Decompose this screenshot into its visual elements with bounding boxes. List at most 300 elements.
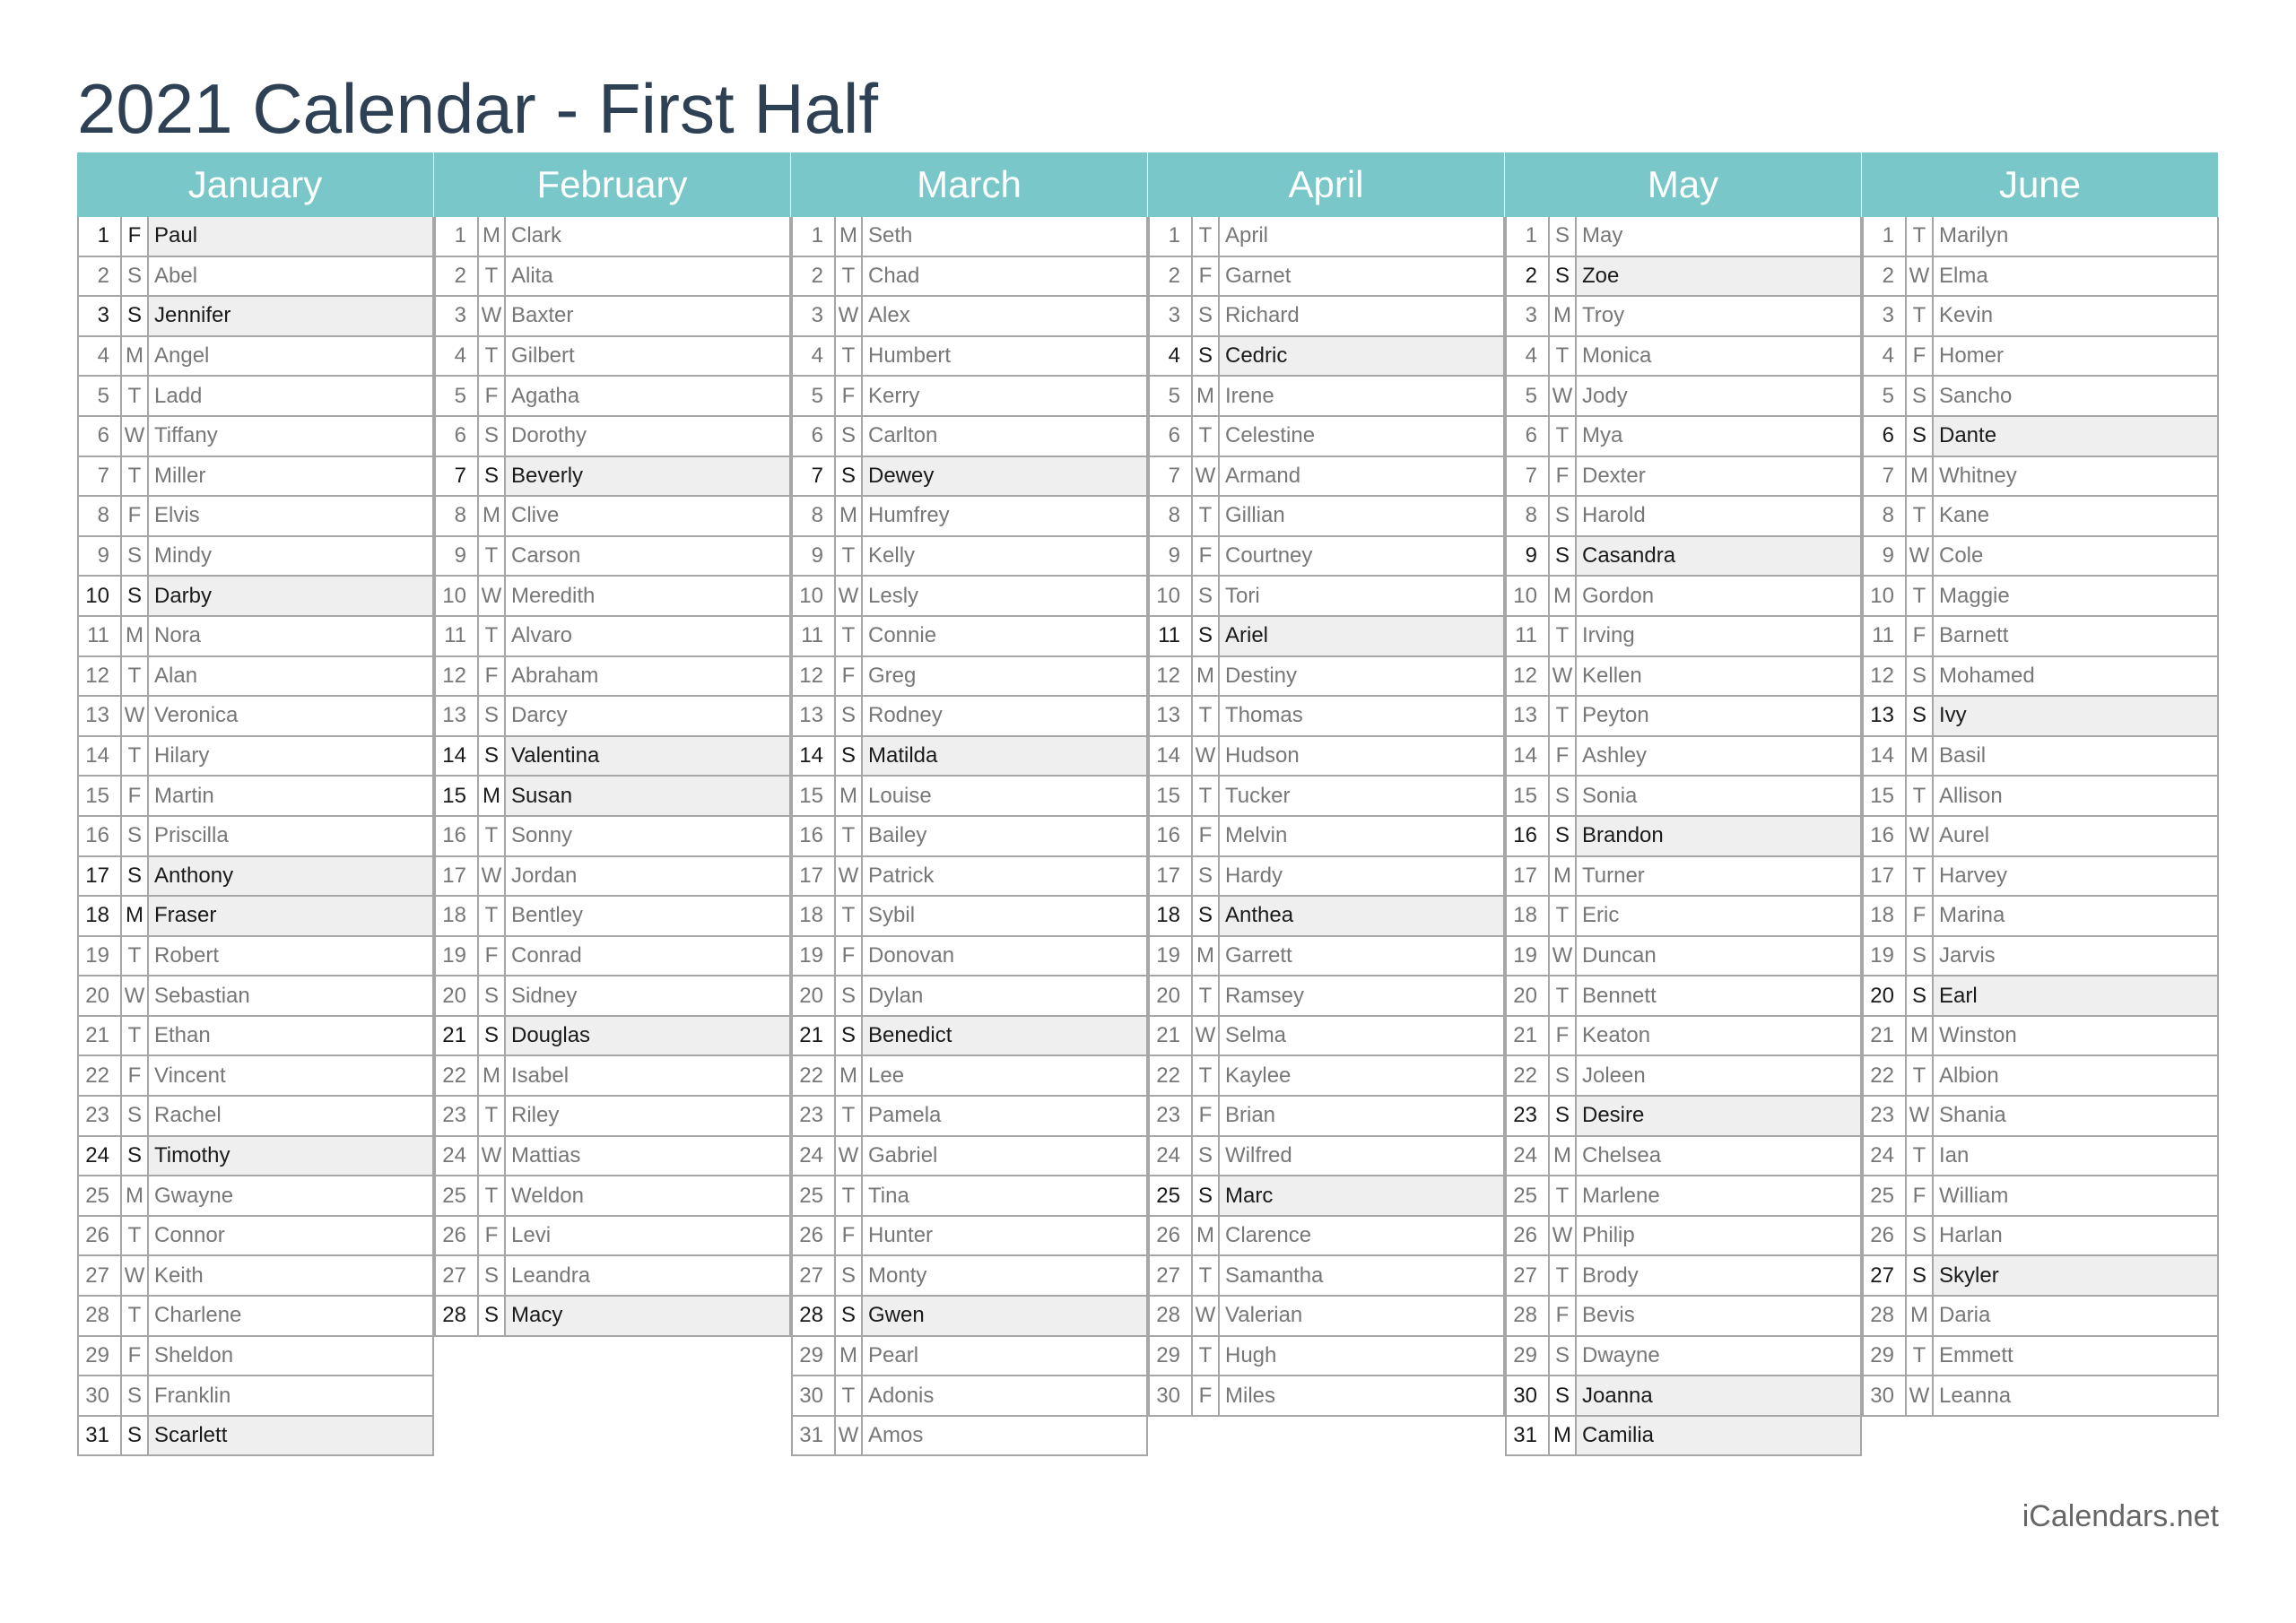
name-day: Ramsey [1225, 983, 1305, 1008]
weekday-letter: S [1548, 257, 1577, 296]
day-number: 4 [454, 343, 466, 369]
weekday-letter: S [120, 817, 149, 855]
name-day: Dewey [863, 457, 1146, 496]
weekday-letter: T [1905, 1137, 1934, 1176]
name-day: Richard [1225, 303, 1300, 328]
weekday-letter: S [1191, 1137, 1220, 1176]
name-day: Gwayne [154, 1183, 234, 1208]
weekday-letter: W [1905, 817, 1934, 855]
day-row [77, 657, 434, 698]
day-row [791, 1137, 1148, 1177]
name-day: Fraser [149, 897, 432, 935]
day-row [434, 1137, 791, 1177]
name-day: Gilbert [511, 343, 575, 369]
weekday-letter: T [1905, 217, 1934, 256]
name-day: Miller [154, 463, 206, 488]
name-day: Thomas [1225, 703, 1303, 728]
day-number: 4 [97, 343, 109, 369]
weekday-letter: M [1905, 457, 1934, 496]
day-row [1505, 1017, 1862, 1057]
weekday-letter: F [834, 377, 863, 415]
day-row [77, 1376, 434, 1417]
day-number: 19 [1513, 942, 1537, 968]
name-day: Courtney [1225, 543, 1313, 568]
name-day: Elvis [154, 503, 200, 528]
day-row [1505, 457, 1862, 498]
weekday-letter: T [120, 1017, 149, 1055]
name-day: Donovan [868, 942, 955, 968]
month-column-may [1505, 152, 1862, 1456]
weekday-letter: M [120, 617, 149, 655]
day-number: 17 [85, 863, 109, 888]
month-header: March [791, 152, 1148, 217]
day-number: 12 [799, 663, 823, 688]
day-number: 4 [1882, 343, 1894, 369]
day-number: 20 [85, 983, 109, 1008]
day-row [1148, 976, 1505, 1017]
day-number: 25 [1870, 1183, 1894, 1208]
month-header: May [1505, 152, 1862, 217]
name-day: Bennett [1582, 983, 1657, 1008]
name-day: Peyton [1582, 703, 1649, 728]
weekday-letter: T [834, 617, 863, 655]
day-row [1862, 857, 2219, 898]
day-row [1148, 577, 1505, 617]
day-number: 4 [1525, 343, 1537, 369]
month-header: January [77, 152, 434, 217]
name-day: Dante [1934, 417, 2217, 456]
weekday-letter: M [120, 337, 149, 376]
day-row [791, 1056, 1148, 1097]
weekday-letter: T [477, 897, 506, 935]
weekday-letter: S [120, 1376, 149, 1415]
day-number: 21 [1513, 1023, 1537, 1048]
day-number: 2 [811, 263, 823, 288]
weekday-letter: T [1548, 337, 1577, 376]
name-day: Allison [1939, 783, 2003, 808]
weekday-letter: F [120, 1056, 149, 1095]
name-day: Irene [1225, 383, 1274, 408]
name-day: Agatha [511, 383, 580, 408]
day-row [1505, 817, 1862, 857]
day-row [434, 1097, 791, 1137]
day-row [1862, 337, 2219, 378]
name-day: Cole [1939, 543, 1984, 568]
day-row [434, 537, 791, 577]
day-row [434, 1017, 791, 1057]
name-day: Douglas [506, 1017, 789, 1055]
weekday-letter: F [1191, 257, 1220, 296]
day-number: 11 [444, 623, 466, 648]
name-day: Matilda [863, 737, 1146, 776]
weekday-letter: W [834, 857, 863, 896]
name-day: Garrett [1225, 942, 1292, 968]
day-number: 2 [1168, 263, 1180, 288]
name-day: Gwen [863, 1297, 1146, 1335]
weekday-letter: T [834, 1097, 863, 1135]
day-number: 24 [85, 1142, 109, 1167]
day-row [1148, 337, 1505, 378]
day-number: 20 [799, 983, 823, 1008]
day-row [1505, 1337, 1862, 1377]
name-day: Destiny [1225, 663, 1298, 688]
name-day: Weldon [511, 1183, 584, 1208]
day-number: 27 [1870, 1263, 1894, 1288]
weekday-letter: F [1905, 617, 1934, 655]
day-number: 23 [85, 1103, 109, 1128]
day-row [434, 697, 791, 737]
day-number: 22 [1513, 1063, 1537, 1088]
weekday-letter: S [1905, 417, 1934, 456]
name-day: Brandon [1577, 817, 1860, 855]
day-number: 14 [1870, 743, 1894, 768]
day-row [791, 777, 1148, 817]
name-day: Kane [1939, 503, 1990, 528]
weekday-letter: W [477, 577, 506, 615]
weekday-letter: S [834, 1297, 863, 1335]
day-number: 9 [811, 543, 823, 568]
name-day: Ashley [1582, 743, 1648, 768]
day-row [77, 297, 434, 337]
day-number: 13 [442, 703, 466, 728]
day-row [1148, 737, 1505, 777]
name-day: Sancho [1939, 383, 2013, 408]
day-number: 6 [454, 423, 466, 448]
day-row [434, 337, 791, 378]
weekday-letter: S [1191, 617, 1220, 655]
name-day: Connie [868, 623, 937, 648]
day-row [1148, 617, 1505, 657]
weekday-letter: W [834, 1417, 863, 1455]
day-row [77, 617, 434, 657]
day-number: 17 [1513, 863, 1537, 888]
day-row [1148, 817, 1505, 857]
day-row [1148, 537, 1505, 577]
weekday-letter: S [1548, 537, 1577, 576]
weekday-letter: T [1548, 976, 1577, 1015]
weekday-letter: M [1191, 377, 1220, 415]
weekday-letter: M [1548, 297, 1577, 335]
name-day: Gabriel [868, 1142, 938, 1167]
name-day: Casandra [1577, 537, 1860, 576]
name-day: Tori [1225, 583, 1260, 608]
day-number: 15 [1870, 783, 1894, 808]
weekday-letter: W [1191, 737, 1220, 776]
name-day: Sonia [1582, 783, 1638, 808]
weekday-letter: S [834, 417, 863, 456]
weekday-letter: T [1191, 417, 1220, 456]
name-day: Earl [1934, 976, 2217, 1015]
day-row [1862, 377, 2219, 417]
day-number: 8 [1882, 503, 1894, 528]
name-day: Mya [1582, 423, 1623, 448]
day-number: 21 [85, 1023, 109, 1048]
day-row [434, 897, 791, 937]
weekday-letter: T [477, 1176, 506, 1215]
weekday-letter: S [1548, 1097, 1577, 1135]
day-number: 11 [87, 623, 109, 648]
weekday-letter: T [1905, 1337, 1934, 1376]
weekday-letter: T [120, 937, 149, 976]
day-row [1862, 1176, 2219, 1217]
day-row [1505, 337, 1862, 378]
day-number: 23 [1870, 1103, 1894, 1128]
day-row [1148, 777, 1505, 817]
day-row [1148, 297, 1505, 337]
weekday-letter: T [1191, 1056, 1220, 1095]
day-number: 20 [1513, 983, 1537, 1008]
day-number: 7 [1882, 463, 1894, 488]
day-number: 25 [1513, 1183, 1537, 1208]
weekday-letter: S [834, 697, 863, 735]
weekday-letter: M [1548, 577, 1577, 615]
name-day: Jennifer [149, 297, 432, 335]
day-row [434, 857, 791, 898]
day-row [1862, 817, 2219, 857]
name-day: Sonny [511, 823, 573, 848]
name-day: William [1939, 1183, 2009, 1208]
name-day: Martin [154, 783, 214, 808]
weekday-letter: T [477, 537, 506, 576]
name-day: Marina [1939, 903, 2005, 928]
day-row [77, 1017, 434, 1057]
name-day: Dexter [1582, 463, 1646, 488]
name-day: Veronica [154, 703, 239, 728]
day-number: 6 [1525, 423, 1537, 448]
name-day: Troy [1582, 303, 1625, 328]
day-number: 19 [1870, 942, 1894, 968]
weekday-letter: F [834, 937, 863, 976]
day-row [1148, 1017, 1505, 1057]
day-number: 19 [799, 942, 823, 968]
day-row [791, 1256, 1148, 1297]
name-day: Garnet [1225, 263, 1292, 288]
day-row [1862, 577, 2219, 617]
name-day: Scarlett [149, 1417, 432, 1455]
day-row [77, 1297, 434, 1337]
weekday-letter: W [834, 1137, 863, 1176]
day-row [1148, 657, 1505, 698]
name-day: Patrick [868, 863, 935, 888]
day-row [77, 976, 434, 1017]
day-row [791, 617, 1148, 657]
day-row [1862, 537, 2219, 577]
day-row [434, 1256, 791, 1297]
day-number: 1 [811, 223, 823, 248]
day-row [791, 857, 1148, 898]
weekday-letter: S [1191, 337, 1220, 376]
name-day: Bentley [511, 903, 584, 928]
day-row [1505, 777, 1862, 817]
day-number: 30 [1156, 1383, 1180, 1408]
weekday-letter: F [120, 777, 149, 815]
day-number: 24 [1156, 1142, 1180, 1167]
name-day: Cedric [1220, 337, 1503, 376]
day-number: 5 [811, 383, 823, 408]
name-day: Alan [154, 663, 198, 688]
weekday-letter: S [1905, 697, 1934, 735]
weekday-letter: W [1548, 937, 1577, 976]
day-row [77, 457, 434, 498]
name-day: Tucker [1225, 783, 1291, 808]
name-day: Sidney [511, 983, 578, 1008]
day-row [791, 497, 1148, 537]
weekday-letter: F [1548, 1017, 1577, 1055]
weekday-letter: S [120, 537, 149, 576]
weekday-letter: W [834, 297, 863, 335]
day-number: 1 [1168, 223, 1180, 248]
weekday-letter: S [477, 976, 506, 1015]
day-row [1505, 417, 1862, 457]
day-number: 7 [454, 463, 466, 488]
name-day: Hudson [1225, 743, 1300, 768]
day-number: 22 [1870, 1063, 1894, 1088]
day-row [1148, 217, 1505, 257]
weekday-letter: T [1905, 497, 1934, 535]
weekday-letter: W [1191, 1297, 1220, 1335]
name-day: Mohamed [1939, 663, 2035, 688]
name-day: Rodney [868, 703, 943, 728]
weekday-letter: M [834, 1056, 863, 1095]
name-day: Turner [1582, 863, 1645, 888]
weekday-letter: W [1548, 377, 1577, 415]
name-day: Leandra [511, 1263, 591, 1288]
day-row [434, 417, 791, 457]
name-day: Tiffany [154, 423, 218, 448]
name-day: Brian [1225, 1103, 1276, 1128]
weekday-letter: S [1905, 937, 1934, 976]
name-day: Zoe [1577, 257, 1860, 296]
day-number: 23 [1156, 1103, 1180, 1128]
day-row [77, 217, 434, 257]
name-day: Louise [868, 783, 932, 808]
day-row [1505, 1417, 1862, 1457]
weekday-letter: W [120, 417, 149, 456]
day-row [1505, 497, 1862, 537]
name-day: Priscilla [154, 823, 229, 848]
day-row [1148, 1217, 1505, 1257]
day-number: 3 [1525, 303, 1537, 328]
weekday-letter: M [834, 217, 863, 256]
day-row [1505, 377, 1862, 417]
name-day: Ariel [1220, 617, 1503, 655]
day-number: 26 [799, 1223, 823, 1248]
day-row [1148, 1097, 1505, 1137]
day-row [434, 976, 791, 1017]
footer-credit: iCalendars.net [2022, 1499, 2219, 1533]
name-day: Baxter [511, 303, 574, 328]
name-day: Vincent [154, 1063, 226, 1088]
day-row [1862, 1376, 2219, 1417]
day-row [77, 537, 434, 577]
weekday-letter: S [477, 737, 506, 776]
day-number: 12 [442, 663, 466, 688]
day-number: 2 [97, 263, 109, 288]
day-number: 21 [1156, 1023, 1180, 1048]
name-day: Isabel [511, 1063, 570, 1088]
weekday-letter: S [834, 1256, 863, 1295]
weekday-letter: T [1905, 297, 1934, 335]
name-day: Melvin [1225, 823, 1288, 848]
name-day: Chelsea [1582, 1142, 1662, 1167]
day-number: 24 [799, 1142, 823, 1167]
day-number: 17 [1156, 863, 1180, 888]
day-number: 15 [1513, 783, 1537, 808]
day-row [1148, 257, 1505, 298]
day-row [1505, 1176, 1862, 1217]
day-number: 28 [1870, 1303, 1894, 1328]
day-number: 16 [799, 823, 823, 848]
name-day: Alvaro [511, 623, 573, 648]
weekday-letter: F [1191, 1376, 1220, 1415]
month-header: February [434, 152, 791, 217]
weekday-letter: M [477, 217, 506, 256]
day-number: 27 [1513, 1263, 1537, 1288]
day-row [77, 937, 434, 977]
day-row [1505, 1097, 1862, 1137]
day-row [1148, 497, 1505, 537]
day-row [791, 1097, 1148, 1137]
day-number: 24 [442, 1142, 466, 1167]
weekday-letter: F [1191, 817, 1220, 855]
day-number: 11 [1158, 623, 1180, 648]
weekday-letter: T [477, 817, 506, 855]
weekday-letter: M [120, 1176, 149, 1215]
day-number: 5 [1882, 383, 1894, 408]
day-row [1148, 417, 1505, 457]
day-number: 29 [1513, 1342, 1537, 1367]
day-row [434, 617, 791, 657]
day-number: 10 [1870, 583, 1894, 608]
weekday-letter: F [834, 657, 863, 696]
weekday-letter: T [1548, 1256, 1577, 1295]
day-number: 1 [1882, 223, 1894, 248]
day-row [1505, 617, 1862, 657]
name-day: Joleen [1582, 1063, 1646, 1088]
day-number: 13 [1156, 703, 1180, 728]
name-day: Abel [154, 263, 198, 288]
name-day: Hugh [1225, 1342, 1277, 1367]
weekday-letter: T [120, 377, 149, 415]
day-number: 26 [85, 1223, 109, 1248]
day-number: 17 [1870, 863, 1894, 888]
month-column-june [1862, 152, 2219, 1417]
weekday-letter: M [1191, 657, 1220, 696]
day-row [1505, 1217, 1862, 1257]
day-row [77, 897, 434, 937]
day-number: 15 [85, 783, 109, 808]
name-day: Bailey [868, 823, 927, 848]
weekday-letter: M [834, 777, 863, 815]
day-number: 3 [454, 303, 466, 328]
name-day: Paul [149, 217, 432, 256]
name-day: Harlan [1939, 1223, 2003, 1248]
day-number: 28 [85, 1303, 109, 1328]
name-day: Barnett [1939, 623, 2009, 648]
name-day: Beverly [506, 457, 789, 496]
day-row [791, 937, 1148, 977]
day-row [1148, 897, 1505, 937]
day-row [1148, 1256, 1505, 1297]
weekday-letter: S [1548, 817, 1577, 855]
day-number: 1 [454, 223, 466, 248]
day-number: 23 [442, 1103, 466, 1128]
day-row [791, 1337, 1148, 1377]
weekday-letter: M [1905, 1297, 1934, 1335]
name-day: Lesly [868, 583, 919, 608]
day-number: 12 [85, 663, 109, 688]
day-row [77, 1417, 434, 1457]
